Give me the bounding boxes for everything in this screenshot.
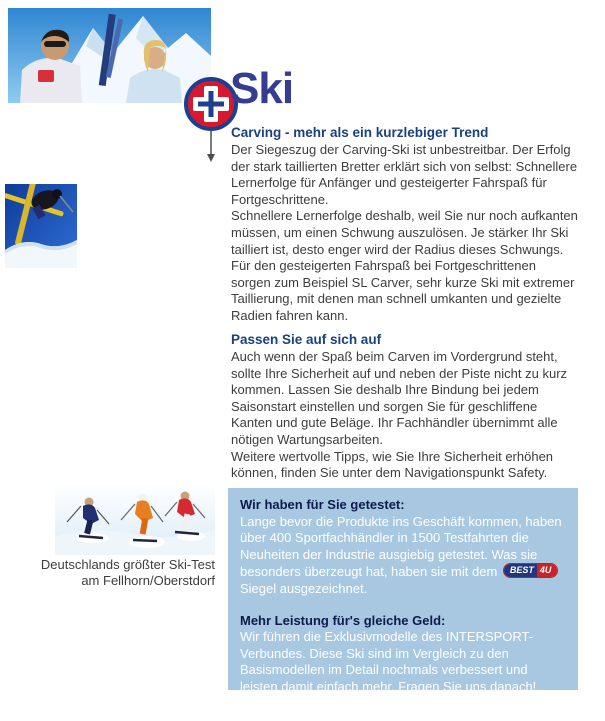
paragraph: Für den gesteigerten Fahrspaß bei Fortgeschrittenen sorgen zum Beispiel SL Carver, sehr kurze Ski mit extremer Taillierung, mit denen man schnell umkanten und gezielte Radien fahren kann.: [231, 258, 575, 323]
info-box-text-after-badge: Siegel ausgezeichnet.: [240, 580, 368, 596]
section-carving: [231, 124, 578, 325]
paragraph: Auch wenn der Spaß beim Carven im Vordergrund steht, sollte Ihre Sicherheit auf und neben der Piste nicht zu kurz kommen. Lassen Sie deshalb Ihre Bindung bei jedem Saisonstart einstellen und sorgen Sie für geschliffene Kanten und gute Beläge. Ihr Fachhändler übernimmt alle nötigen Wartungsarbeiten.: [231, 349, 568, 447]
best4u-badge-left: BEST: [504, 564, 537, 577]
info-box-heading: Wir haben für Sie getestet:: [240, 497, 405, 512]
down-arrow-icon: [205, 131, 217, 163]
info-box-block-tested: [240, 497, 566, 598]
best4u-badge: [503, 563, 559, 578]
paragraph: Weitere wertvolle Tipps, wie Sie Ihre Sicherheit erhöhen können, finden Sie unter dem Navigationspunkt Safety.: [231, 448, 554, 481]
photo-caption-line2: am Fellhorn/Oberstdorf: [81, 573, 215, 588]
info-box: [228, 488, 578, 694]
info-box-text: Wir führen die Exklusivmodelle des INTERSPORT-Verbundes. Diese Ski sind im Vergleich zu den Basismodellen im Detail nochmals verbessert und leisten damit einfach mehr. Fragen Sie uns danach!: [240, 629, 537, 694]
paragraph: Der Siegeszug der Carving-Ski ist unbestreitbar. Der Erfolg der stark taillierten Bretter erklärt sich von selbst: Schnellere Lernerfolge für Anfänger und gesteigerter Fahrspaß für Fortgeschrittene.: [231, 142, 578, 207]
info-box-heading: Mehr Leistung für's gleiche Geld:: [240, 612, 446, 628]
section-safety: [231, 331, 578, 482]
ski-jump-photo: [5, 184, 77, 268]
section-heading: Carving - mehr als ein kurzlebiger Trend: [231, 125, 489, 140]
ski-test-photo-art: [55, 486, 215, 555]
best4u-badge-right: 4U: [537, 564, 558, 577]
ski-test-photo: [55, 486, 215, 555]
skiers-mountain-photo: [8, 8, 211, 103]
section-heading: Passen Sie auf sich auf: [231, 332, 382, 347]
photo-caption-line1: Deutschlands größter Ski-Test: [40, 557, 215, 572]
skiers-mountain-photo-art: [8, 8, 211, 103]
photo-caption: [10, 557, 215, 589]
info-box-block-performance: [240, 613, 566, 696]
page-title: Ski: [230, 64, 294, 113]
ski-jump-photo-art: [5, 184, 77, 268]
info-box-text-before-badge: Lange bevor die Produkte ins Geschäft kommen, haben über 400 Sportfachhändler in 1500 Testfahrten die Neuheiten der Industrie ausgiebig getestet. Was sie besonders überzeugt hat, haben sie mit dem: [240, 513, 562, 580]
paragraph: Schnellere Lernerfolge deshalb, weil Sie nur noch aufkanten müssen, um einen Schwung auszulösen. Je stärker Ihr Ski tailliert ist, desto enger wird der Radius dieses Schwungs.: [231, 208, 578, 257]
info-box-text: [240, 514, 566, 598]
